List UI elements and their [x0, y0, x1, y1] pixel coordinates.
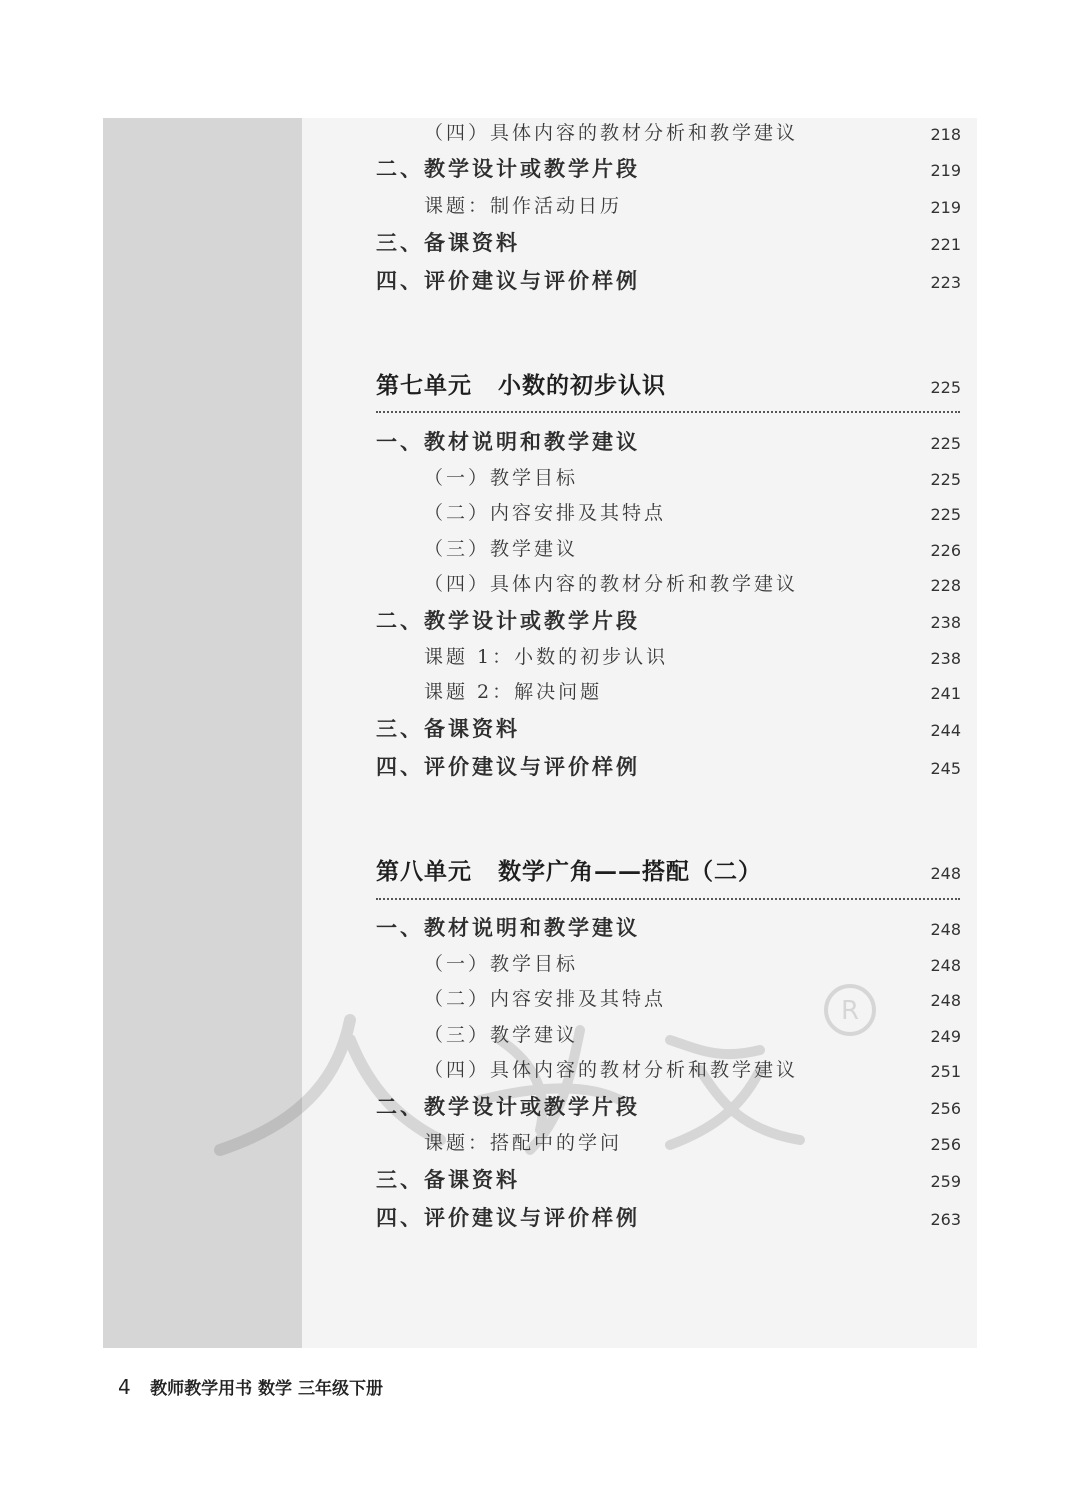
toc-entry-page: 219	[930, 161, 961, 180]
unit-name: 小数的初步认识	[498, 372, 666, 399]
toc-entry[interactable]	[376, 1090, 966, 1124]
toc-entry-page: 248	[930, 991, 961, 1010]
toc-entry-label: （三）教学建议	[424, 1024, 579, 1046]
toc-entry[interactable]	[376, 461, 966, 495]
toc-entry[interactable]	[376, 712, 966, 746]
toc-entry[interactable]	[376, 567, 966, 601]
toc-entry-label: 课题 2：解决问题	[424, 681, 603, 703]
unit-heading[interactable]	[376, 369, 966, 403]
toc-entry-label: 三、备课资料	[376, 1167, 520, 1192]
toc-entry-label: 四、评价建议与评价样例	[376, 1205, 640, 1230]
toc-entry-label: （二）内容安排及其特点	[424, 502, 667, 524]
toc-entry-page: 225	[930, 434, 961, 453]
toc-entry-label: （四）具体内容的教材分析和教学建议	[424, 122, 799, 144]
unit-number: 第八单元	[376, 858, 472, 885]
toc-entry-page: 256	[930, 1135, 961, 1154]
toc-entry[interactable]	[376, 1053, 966, 1087]
toc-entry-page: 226	[930, 541, 961, 560]
toc-entry-label: 课题：搭配中的学问	[424, 1132, 623, 1154]
toc-entry-label: （四）具体内容的教材分析和教学建议	[424, 573, 799, 595]
toc-entry[interactable]	[376, 1163, 966, 1197]
toc-entry-label: （一）教学目标	[424, 467, 579, 489]
toc-entry-label: （四）具体内容的教材分析和教学建议	[424, 1059, 799, 1081]
unit-heading[interactable]	[376, 855, 966, 889]
unit-title	[376, 369, 666, 403]
unit-number: 第七单元	[376, 372, 472, 399]
toc-entry-label: 课题 1：小数的初步认识	[424, 646, 669, 668]
toc-entry[interactable]	[376, 750, 966, 784]
toc-entry-page: 219	[930, 198, 961, 217]
toc-entry[interactable]	[376, 1126, 966, 1160]
toc-entry-page: 238	[930, 613, 961, 632]
toc-entry[interactable]	[376, 425, 966, 459]
toc-entry-page: 238	[930, 649, 961, 668]
toc-entry-label: （三）教学建议	[424, 538, 579, 560]
toc-entry[interactable]	[376, 116, 966, 150]
toc-entry-label: （二）内容安排及其特点	[424, 988, 667, 1010]
svg-text:R: R	[840, 996, 860, 1026]
toc-entry-page: 256	[930, 1099, 961, 1118]
toc-entry[interactable]	[376, 532, 966, 566]
toc-entry-page: 251	[930, 1062, 961, 1081]
toc-entry[interactable]	[376, 947, 966, 981]
toc-entry-page: 221	[930, 235, 961, 254]
toc-entry-page: 248	[930, 920, 961, 939]
toc-entry-label: 一、教材说明和教学建议	[376, 915, 640, 940]
toc-entry[interactable]	[376, 189, 966, 223]
toc-entry[interactable]	[376, 982, 966, 1016]
table-of-contents	[376, 0, 966, 1508]
dotted-divider	[376, 898, 960, 900]
toc-entry-label: 三、备课资料	[376, 230, 520, 255]
toc-entry-page: 245	[930, 759, 961, 778]
toc-entry[interactable]	[376, 264, 966, 298]
unit-name: 数学广角——搭配（二）	[498, 858, 762, 885]
toc-entry-page: 218	[930, 125, 961, 144]
toc-entry-page: 244	[930, 721, 961, 740]
unit-page: 225	[930, 378, 961, 397]
toc-entry-label: 二、教学设计或教学片段	[376, 608, 640, 633]
toc-entry-label: （一）教学目标	[424, 953, 579, 975]
toc-entry-page: 241	[930, 684, 961, 703]
toc-entry-page: 249	[930, 1027, 961, 1046]
toc-entry[interactable]	[376, 1018, 966, 1052]
toc-entry-label: 二、教学设计或教学片段	[376, 1094, 640, 1119]
toc-entry-label: 课题：制作活动日历	[424, 195, 623, 217]
toc-entry[interactable]	[376, 496, 966, 530]
footer-book-title: 教师教学用书 数学 三年级下册	[150, 1379, 383, 1399]
toc-entry[interactable]	[376, 226, 966, 260]
toc-entry-page: 228	[930, 576, 961, 595]
toc-entry-label: 四、评价建议与评价样例	[376, 268, 640, 293]
toc-entry[interactable]	[376, 640, 966, 674]
toc-entry-label: 二、教学设计或教学片段	[376, 156, 640, 181]
toc-entry-page: 263	[930, 1210, 961, 1229]
toc-entry-label: 四、评价建议与评价样例	[376, 754, 640, 779]
toc-entry[interactable]	[376, 152, 966, 186]
toc-entry[interactable]	[376, 911, 966, 945]
toc-entry[interactable]	[376, 675, 966, 709]
toc-entry-page: 248	[930, 956, 961, 975]
footer-page-number: 4	[118, 1375, 131, 1399]
toc-entry-page: 223	[930, 273, 961, 292]
toc-entry-page: 225	[930, 505, 961, 524]
unit-page: 248	[930, 864, 961, 883]
toc-entry-page: 225	[930, 470, 961, 489]
page-footer	[118, 1374, 383, 1399]
dotted-divider	[376, 411, 960, 413]
toc-entry-page: 259	[930, 1172, 961, 1191]
toc-entry-label: 三、备课资料	[376, 716, 520, 741]
toc-entry[interactable]	[376, 1201, 966, 1235]
unit-title	[376, 855, 762, 889]
toc-entry[interactable]	[376, 604, 966, 638]
toc-entry-label: 一、教材说明和教学建议	[376, 429, 640, 454]
